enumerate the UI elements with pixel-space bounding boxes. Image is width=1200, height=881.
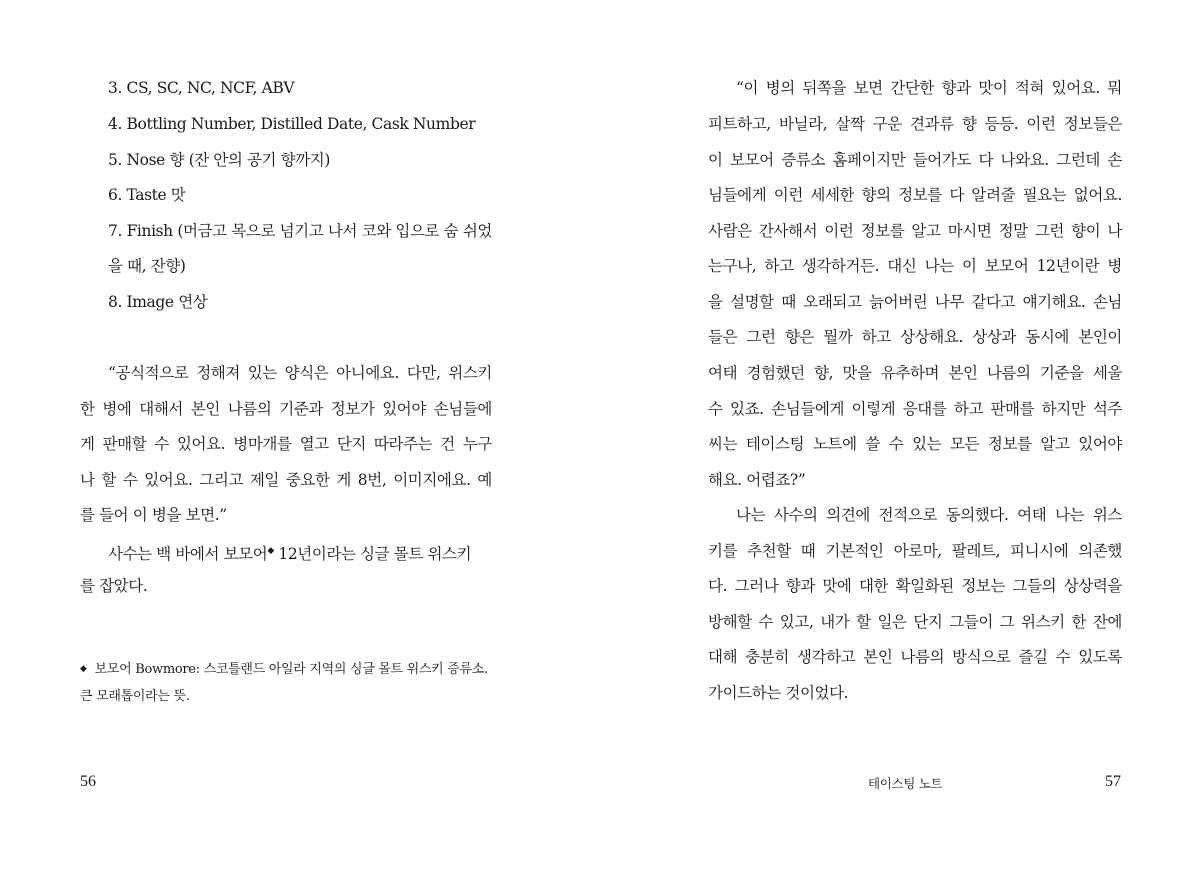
paragraph-line: 들은 그런 향은 뭘까 하고 상상해요. 상상과 동시에 본인이 xyxy=(708,328,1122,346)
paragraph-line: 가이드하는 것이었다. xyxy=(708,684,849,702)
paragraph-line: 님들에게 이런 세세한 향의 정보를 다 알려줄 필요는 없어요. xyxy=(708,186,1122,204)
footnote-marker: ◆ xyxy=(80,664,87,674)
paragraph-line: 수 있죠. 손님들에게 이렇게 응대를 하고 판매를 하지만 석주 xyxy=(708,400,1122,418)
list-item: 4. Bottling Number, Distilled Date, Cask Number xyxy=(108,115,476,133)
paragraph-line: 방해할 수 있고, 내가 할 일은 단지 그들이 그 위스키 한 잔에 xyxy=(708,613,1122,631)
paragraph-line: 를 들어 이 병을 보면.” xyxy=(80,506,227,524)
footnote-line xyxy=(80,659,492,680)
paragraph-line: 게 판매할 수 있어요. 병마개를 열고 단지 따라주는 건 누구 xyxy=(80,435,492,453)
paragraph-line: 한 병에 대해서 본인 나름의 기준과 정보가 있어야 손님들에 xyxy=(80,400,492,418)
page-number: 56 xyxy=(80,773,96,790)
paragraph-line: 나 할 수 있어요. 그리고 제일 중요한 게 8번, 이미지에요. 예 xyxy=(80,471,492,489)
paragraph-line: 나는 사수의 의견에 전적으로 동의했다. 여태 나는 위스 xyxy=(736,506,1122,524)
list-item: 5. Nose 향 (잔 안의 공기 향까지) xyxy=(108,151,331,169)
paragraph-line: 을 설명할 때 오래되고 늙어버린 나무 같다고 얘기해요. 손님 xyxy=(708,293,1122,311)
list-item: 6. Taste 맛 xyxy=(108,186,186,204)
paragraph-line: 다. 그러나 향과 맛에 대한 확일화된 정보는 그들의 상상력을 xyxy=(708,577,1122,595)
list-item-continuation: 을 때, 잔향) xyxy=(108,257,186,275)
paragraph-line: 대해 충분히 생각하고 본인 나름의 방식으로 즐길 수 있도록 xyxy=(708,648,1122,666)
paragraph-line: “공식적으로 정해져 있는 양식은 아니에요. 다만, 위스키 xyxy=(108,364,492,382)
footnote-text: 보모어 Bowmore: 스코틀랜드 아일라 지역의 싱글 몰트 위스키 증류소. xyxy=(94,662,488,677)
paragraph-line: 는구나, 하고 생각하거든. 대신 나는 이 보모어 12년이란 병 xyxy=(708,257,1122,275)
paragraph-text: 사수는 백 바에서 보모어 xyxy=(108,545,268,563)
paragraph-line: 씨는 테이스팅 노트에 쓸 수 있는 모든 정보를 알고 있어야 xyxy=(708,435,1122,453)
paragraph-line: 해요. 어렵죠?” xyxy=(708,471,806,489)
paragraph-line: 사람은 간사해서 이런 정보를 알고 마시면 정말 그런 향이 나 xyxy=(708,222,1122,240)
list-item: 3. CS, SC, NC, NCF, ABV xyxy=(108,79,295,97)
list-item: 7. Finish (머금고 목으로 넘기고 나서 코와 입으로 숨 쉬었 xyxy=(108,222,492,240)
right-page xyxy=(600,0,1200,881)
paragraph-line: 를 잡았다. xyxy=(80,577,148,595)
running-head: 테이스팅 노트 xyxy=(868,776,943,791)
list-item: 8. Image 연상 xyxy=(108,293,208,311)
paragraph-text: 12년이라는 싱글 몰트 위스키 xyxy=(273,545,472,563)
footnote-reference: ◆ xyxy=(267,546,274,556)
paragraph-line: 이 보모어 증류소 홈페이지만 들어가도 다 나와요. 그런데 손 xyxy=(708,151,1122,169)
paragraph-line: 피트하고, 바닐라, 살짝 구운 견과류 향 등등. 이런 정보들은 xyxy=(708,115,1122,133)
paragraph-line: “이 병의 뒤쪽을 보면 간단한 향과 맛이 적혀 있어요. 뭐 xyxy=(736,79,1122,97)
paragraph-line: 여태 경험했던 향, 맛을 유추하며 본인 나름의 기준을 세울 xyxy=(708,364,1122,382)
paragraph-line xyxy=(108,541,492,564)
paragraph-line: 키를 추천할 때 기본적인 아로마, 팔레트, 피니시에 의존했 xyxy=(708,542,1122,560)
page-number: 57 xyxy=(1105,773,1121,790)
footnote-line: 큰 모래톱이라는 뜻. xyxy=(80,689,190,704)
